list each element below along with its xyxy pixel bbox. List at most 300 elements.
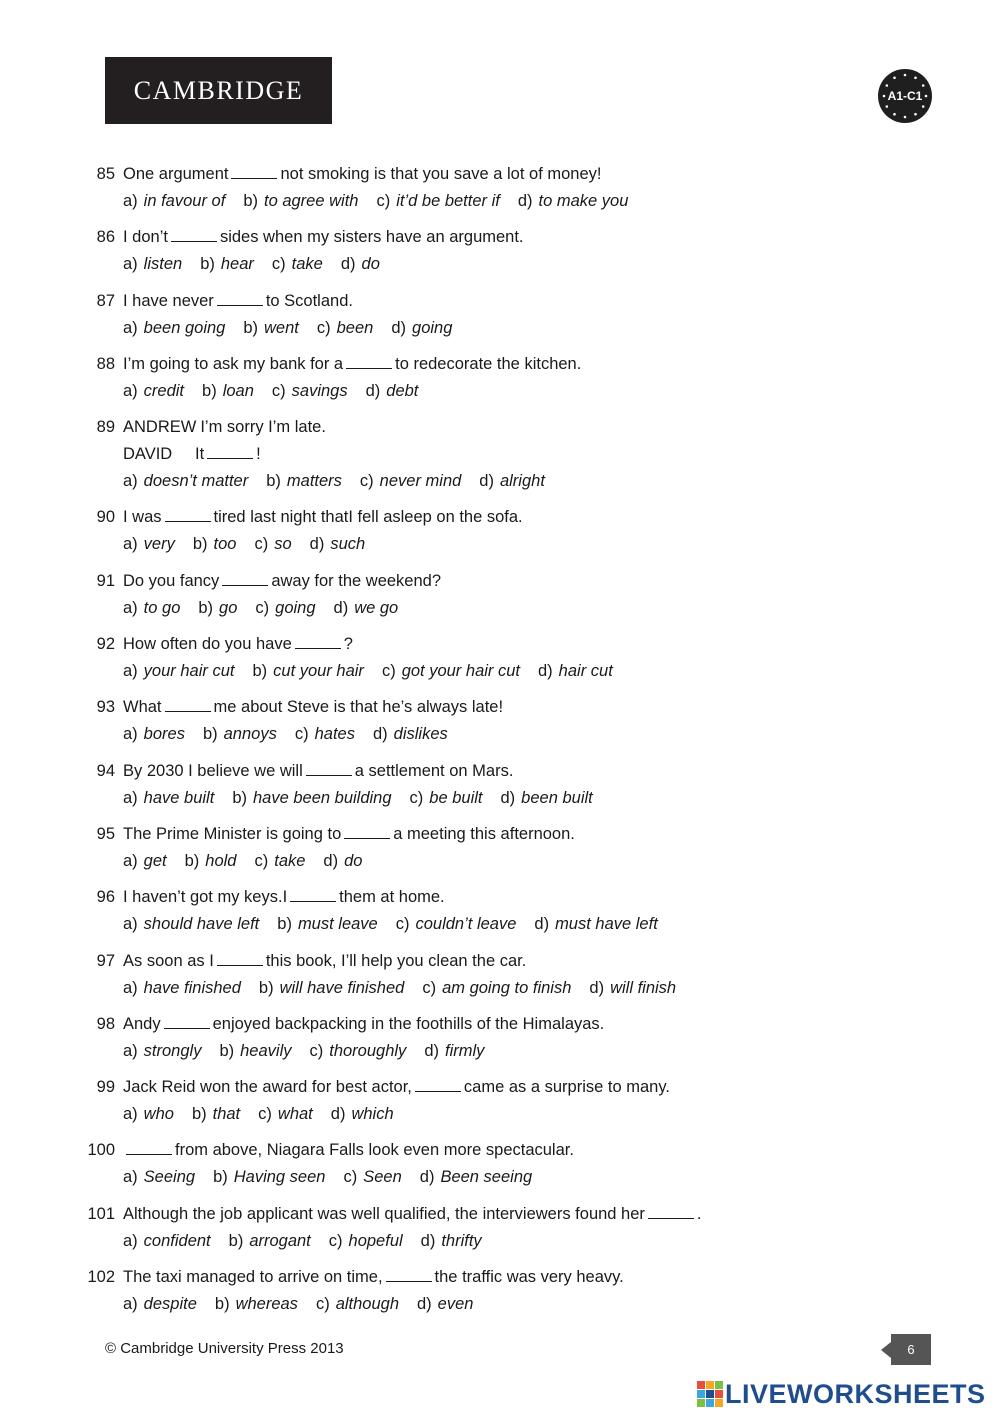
question-stem	[123, 1137, 574, 1164]
option-letter: b)	[258, 978, 274, 997]
option-text: must have left	[555, 915, 658, 934]
answer-blank[interactable]	[164, 1014, 210, 1029]
answer-option[interactable]	[277, 911, 377, 938]
answer-option[interactable]	[501, 785, 593, 812]
option-letter: d)	[333, 598, 349, 617]
answer-option[interactable]	[518, 188, 629, 215]
question-text: Jack Reid won the award for best actor,	[123, 1078, 412, 1097]
question-number: 97	[96, 951, 115, 970]
option-letter: b)	[243, 192, 258, 210]
question-text: enjoyed backpacking in the foothills of the Himalayas.	[212, 1014, 605, 1033]
question-text: Andy	[123, 1014, 161, 1033]
option-letter: d)	[534, 915, 550, 934]
answer-option[interactable]	[123, 721, 185, 748]
option-text: Having seen	[233, 1168, 326, 1187]
option-letter: b)	[266, 472, 281, 491]
question-text: sides when my sisters have an argument.	[219, 228, 524, 247]
option-letter: b)	[219, 1041, 235, 1060]
answer-option[interactable]	[123, 468, 248, 495]
option-letter: a)	[123, 851, 138, 870]
option-text: listen	[143, 255, 183, 274]
option-text: got your hair cut	[401, 662, 520, 681]
answer-option[interactable]	[329, 1228, 403, 1255]
answer-option[interactable]	[391, 315, 452, 342]
answer-blank[interactable]	[126, 1140, 172, 1155]
question-stem	[123, 758, 513, 785]
option-text: Seen	[363, 1168, 402, 1187]
question-item	[0, 948, 1000, 1011]
option-letter: b)	[198, 598, 214, 617]
question-text: came as a surprise to many.	[463, 1078, 670, 1097]
option-letter: b)	[202, 381, 217, 400]
answer-options	[123, 531, 383, 558]
question-stem	[123, 821, 575, 848]
answer-options	[123, 378, 436, 405]
answer-option[interactable]	[123, 785, 214, 812]
option-text: will finish	[610, 978, 677, 997]
answer-option[interactable]	[123, 188, 225, 215]
option-text: whereas	[235, 1295, 298, 1314]
option-letter: d)	[419, 1168, 435, 1187]
question-text: I don’t	[123, 228, 168, 247]
option-text: couldn’t leave	[415, 915, 517, 934]
answer-option[interactable]	[185, 848, 237, 875]
answer-option[interactable]	[213, 1164, 325, 1191]
option-text: such	[330, 535, 366, 554]
option-letter: d)	[309, 535, 325, 554]
option-letter: c)	[309, 1041, 324, 1060]
question-item	[0, 1201, 1000, 1264]
answer-option[interactable]	[272, 378, 348, 405]
answer-options	[123, 658, 631, 685]
question-text: I’m sorry I’m late.	[200, 418, 326, 437]
question-number: 90	[96, 508, 115, 527]
answer-options	[123, 1164, 550, 1191]
answer-blank[interactable]	[648, 1204, 694, 1219]
answer-options	[123, 721, 466, 748]
answer-option[interactable]	[421, 1228, 482, 1255]
answer-blank[interactable]	[290, 887, 336, 902]
option-letter: c)	[271, 381, 286, 400]
question-stem	[123, 568, 441, 595]
answer-option[interactable]	[366, 378, 419, 405]
answer-option[interactable]	[295, 721, 355, 748]
question-stem	[123, 1264, 624, 1291]
liveworksheets-text: LIVEWORKSHEETS	[725, 1378, 986, 1409]
answer-option[interactable]	[417, 1291, 473, 1318]
option-letter: c)	[376, 192, 391, 210]
question-stem	[123, 631, 353, 658]
answer-blank[interactable]	[344, 824, 390, 839]
option-text: although	[335, 1295, 399, 1314]
answer-option[interactable]	[396, 911, 517, 938]
answer-option[interactable]	[123, 378, 184, 405]
option-text: take	[291, 255, 323, 274]
option-text: loan	[222, 381, 254, 400]
option-letter: a)	[123, 381, 138, 400]
answer-option[interactable]	[123, 1228, 211, 1255]
option-letter: a)	[123, 255, 138, 274]
answer-options	[123, 785, 611, 812]
answer-option[interactable]	[373, 721, 448, 748]
question-text: a settlement on Mars.	[354, 761, 514, 780]
option-letter: d)	[391, 318, 407, 337]
answer-blank[interactable]	[222, 571, 268, 586]
answer-option[interactable]	[123, 1101, 174, 1128]
question-item	[0, 504, 1000, 567]
answer-option[interactable]	[219, 1038, 291, 1065]
answer-option[interactable]	[310, 1038, 407, 1065]
answer-option[interactable]	[589, 975, 676, 1002]
answer-option[interactable]	[229, 1228, 311, 1255]
option-letter: d)	[589, 978, 605, 997]
option-text: debt	[386, 381, 419, 400]
question-stem	[123, 351, 581, 378]
option-letter: b)	[214, 1295, 230, 1314]
question-item	[0, 758, 1000, 821]
option-letter: a)	[123, 472, 138, 491]
answer-options	[123, 1038, 502, 1065]
question-number: 93	[96, 698, 115, 717]
cambridge-logo	[105, 57, 332, 124]
answer-option[interactable]	[479, 468, 545, 495]
option-text: have built	[143, 788, 215, 807]
answer-option[interactable]	[360, 468, 461, 495]
answer-blank[interactable]	[171, 227, 217, 242]
option-text: go	[219, 598, 238, 617]
question-text: !	[256, 445, 261, 464]
option-text: have finished	[143, 978, 241, 997]
answer-option[interactable]	[254, 531, 291, 558]
option-letter: a)	[123, 1041, 138, 1060]
question-number: 102	[87, 1268, 115, 1287]
option-text: must leave	[297, 915, 378, 934]
answer-blank[interactable]	[231, 164, 277, 179]
question-text: this book, I’ll help you clean the car.	[265, 951, 527, 970]
answer-option[interactable]	[243, 315, 299, 342]
answer-blank[interactable]	[295, 634, 341, 649]
question-number: 101	[87, 1204, 115, 1223]
option-letter: b)	[277, 915, 292, 934]
question-text: The taxi managed to arrive on time,	[123, 1268, 383, 1287]
option-letter: b)	[243, 318, 259, 337]
answer-option[interactable]	[382, 658, 520, 685]
option-text: what	[277, 1105, 313, 1124]
question-item	[0, 631, 1000, 694]
question-stem	[123, 1201, 702, 1228]
question-text: tired last night thatI fell asleep on the sofa.	[213, 508, 523, 527]
answer-option[interactable]	[123, 911, 259, 938]
option-letter: a)	[123, 1168, 138, 1187]
question-text: Although the job applicant was well qualified, the interviewers found her	[123, 1204, 645, 1223]
question-text: One argument	[123, 165, 229, 183]
option-letter: c)	[316, 318, 331, 337]
option-letter: b)	[192, 535, 208, 554]
option-text: matters	[286, 472, 342, 491]
answer-blank[interactable]	[217, 291, 263, 306]
answer-option[interactable]	[123, 848, 167, 875]
question-item	[0, 1011, 1000, 1074]
option-text: annoys	[223, 725, 277, 744]
option-text: will have finished	[279, 978, 405, 997]
answer-option[interactable]	[123, 975, 241, 1002]
option-text: your hair cut	[143, 662, 235, 681]
answer-options	[123, 848, 380, 875]
option-text: hates	[314, 725, 355, 744]
question-text: I haven’t got my keys.I	[123, 888, 288, 907]
option-letter: a)	[123, 978, 138, 997]
option-letter: d)	[365, 381, 381, 400]
question-text: me about Steve is that he’s always late!	[213, 698, 504, 717]
answer-option[interactable]	[123, 251, 182, 278]
question-text: ?	[343, 635, 353, 654]
answer-option[interactable]	[123, 1164, 195, 1191]
answer-option[interactable]	[343, 1164, 401, 1191]
option-text: Been seeing	[440, 1168, 533, 1187]
option-text: to make you	[538, 192, 629, 210]
option-letter: c)	[254, 535, 269, 554]
option-text: savings	[291, 381, 348, 400]
option-text: we go	[354, 598, 399, 617]
answer-option[interactable]	[255, 595, 315, 622]
answer-blank[interactable]	[306, 761, 352, 776]
question-stem	[123, 288, 353, 315]
answer-option[interactable]	[198, 595, 237, 622]
question-text: Do you fancy	[123, 571, 220, 590]
option-letter: d)	[479, 472, 494, 491]
answer-blank[interactable]	[346, 354, 392, 369]
answer-option[interactable]	[232, 785, 391, 812]
question-item	[0, 1264, 1000, 1327]
answer-option[interactable]	[243, 188, 358, 215]
question-stem	[123, 948, 526, 975]
question-list	[0, 161, 1000, 1327]
option-text: doesn’t matter	[143, 472, 249, 491]
option-letter: b)	[202, 725, 218, 744]
question-number: 98	[96, 1014, 115, 1033]
option-text: it’d be better if	[396, 192, 500, 210]
option-text: do	[361, 255, 380, 274]
option-text: hair cut	[558, 662, 613, 681]
question-stem	[123, 224, 524, 251]
question-item	[0, 821, 1000, 884]
question-stem	[123, 884, 445, 911]
question-item	[0, 1074, 1000, 1137]
option-letter: c)	[258, 1105, 272, 1124]
answer-option[interactable]	[410, 785, 483, 812]
option-text: been going	[143, 318, 226, 337]
question-text: I’m going to ask my bank for a	[123, 354, 344, 373]
option-text: firmly	[444, 1041, 485, 1060]
option-text: credit	[143, 381, 185, 400]
page-number: 6	[907, 1342, 915, 1357]
option-text: going	[275, 598, 316, 617]
question-item	[0, 161, 1000, 224]
page-number-badge	[891, 1334, 931, 1365]
answer-blank[interactable]	[386, 1267, 432, 1282]
option-text: should have left	[143, 915, 260, 934]
option-text: am going to finish	[442, 978, 572, 997]
answer-options	[123, 911, 676, 938]
question-stem	[123, 694, 503, 721]
option-text: even	[437, 1295, 474, 1314]
option-letter: d)	[330, 1105, 346, 1124]
answer-option[interactable]	[534, 911, 657, 938]
option-text: be built	[429, 788, 483, 807]
answer-blank[interactable]	[415, 1077, 461, 1092]
option-text: thrifty	[441, 1231, 482, 1250]
answer-option[interactable]	[123, 595, 180, 622]
option-text: bores	[143, 725, 185, 744]
answer-options	[123, 251, 398, 278]
answer-option[interactable]	[215, 1291, 298, 1318]
option-text: which	[351, 1105, 394, 1124]
liveworksheets-watermark	[697, 1378, 986, 1410]
option-letter: a)	[123, 662, 138, 681]
question-item	[0, 1137, 1000, 1200]
option-letter: d)	[424, 1041, 439, 1060]
brand-name: CAMBRIDGE	[133, 75, 304, 105]
option-letter: c)	[343, 1168, 358, 1187]
option-letter: a)	[123, 1231, 138, 1250]
option-text: so	[274, 535, 292, 554]
question-item	[0, 351, 1000, 414]
option-letter: d)	[538, 662, 553, 681]
option-text: hold	[205, 851, 237, 870]
answer-blank[interactable]	[165, 697, 211, 712]
answer-option[interactable]	[266, 468, 342, 495]
answer-option[interactable]	[123, 1038, 201, 1065]
copyright-notice: © Cambridge University Press 2013	[105, 1340, 344, 1357]
option-letter: b)	[213, 1168, 228, 1187]
question-number: 96	[96, 888, 115, 907]
option-text: been	[336, 318, 374, 337]
question-item	[0, 224, 1000, 287]
answer-option[interactable]	[420, 1164, 532, 1191]
answer-option[interactable]	[341, 251, 380, 278]
answer-option[interactable]	[123, 658, 234, 685]
option-letter: b)	[184, 851, 200, 870]
question-number: 85	[96, 165, 115, 183]
option-text: Seeing	[143, 1168, 196, 1187]
question-text: .	[696, 1204, 702, 1223]
answer-option[interactable]	[376, 188, 499, 215]
option-text: cut your hair	[273, 662, 364, 681]
option-text: very	[143, 535, 175, 554]
question-text: not smoking is that you save a lot of money!	[280, 165, 602, 183]
option-letter: c)	[254, 851, 269, 870]
answer-option[interactable]	[193, 531, 237, 558]
question-number: 88	[96, 354, 115, 373]
question-number: 89	[96, 418, 115, 437]
answer-option[interactable]	[538, 658, 613, 685]
question-text: the traffic was very heavy.	[434, 1268, 624, 1287]
answer-option[interactable]	[252, 658, 363, 685]
question-text: I have never	[123, 291, 214, 310]
option-text: thoroughly	[329, 1041, 407, 1060]
option-letter: c)	[315, 1295, 330, 1314]
answer-option[interactable]	[123, 531, 175, 558]
answer-option[interactable]	[202, 378, 254, 405]
answer-option[interactable]	[123, 315, 225, 342]
question-item	[0, 884, 1000, 947]
answer-option[interactable]	[424, 1038, 484, 1065]
option-letter: a)	[123, 725, 138, 744]
question-text: As soon as I	[123, 951, 214, 970]
answer-option[interactable]	[317, 315, 373, 342]
answer-option[interactable]	[422, 975, 571, 1002]
option-letter: d)	[417, 1295, 432, 1314]
question-stem	[123, 1074, 670, 1101]
option-letter: c)	[395, 915, 410, 934]
option-text: to go	[143, 598, 181, 617]
answer-blank[interactable]	[207, 444, 253, 459]
question-text: a meeting this afternoon.	[393, 824, 575, 843]
option-letter: c)	[271, 255, 286, 274]
option-letter: a)	[123, 915, 138, 934]
option-letter: b)	[200, 255, 215, 274]
option-text: going	[412, 318, 453, 337]
option-letter: c)	[328, 1231, 343, 1250]
answer-option[interactable]	[316, 1291, 399, 1318]
option-letter: d)	[420, 1231, 436, 1250]
option-letter: a)	[123, 192, 138, 210]
option-letter: a)	[123, 318, 138, 337]
question-text: How often do you have	[123, 635, 292, 654]
answer-options	[123, 1228, 500, 1255]
answer-option[interactable]	[259, 975, 404, 1002]
option-letter: b)	[252, 662, 268, 681]
option-text: take	[274, 851, 306, 870]
answer-option[interactable]	[323, 848, 362, 875]
option-text: confident	[143, 1231, 211, 1250]
answer-option[interactable]	[203, 721, 277, 748]
answer-option[interactable]	[258, 1101, 313, 1128]
question-text: to redecorate the kitchen.	[395, 354, 582, 373]
option-text: who	[143, 1105, 174, 1124]
question-number: 87	[96, 291, 115, 310]
option-letter: d)	[323, 851, 339, 870]
option-text: been built	[521, 788, 593, 807]
option-letter: b)	[228, 1231, 244, 1250]
answer-option[interactable]	[331, 1101, 394, 1128]
answer-blank[interactable]	[165, 507, 211, 522]
option-letter: b)	[191, 1105, 207, 1124]
dialogue-line	[123, 414, 326, 441]
answer-option[interactable]	[123, 1291, 197, 1318]
question-number: 94	[96, 761, 115, 780]
question-item	[0, 288, 1000, 351]
speaker-name: DAVID	[123, 445, 173, 464]
question-number: 99	[96, 1078, 115, 1097]
answer-option[interactable]	[192, 1101, 240, 1128]
answer-option[interactable]	[200, 251, 254, 278]
option-text: get	[143, 851, 167, 870]
answer-option[interactable]	[310, 531, 366, 558]
answer-blank[interactable]	[217, 951, 263, 966]
answer-options	[123, 315, 470, 342]
answer-option[interactable]	[254, 848, 305, 875]
answer-option[interactable]	[272, 251, 323, 278]
question-text: The Prime Minister is going to	[123, 824, 342, 843]
option-text: do	[344, 851, 363, 870]
option-text: arrogant	[249, 1231, 311, 1250]
option-text: despite	[143, 1295, 197, 1314]
question-stem	[123, 1011, 604, 1038]
question-number: 92	[96, 635, 115, 654]
answer-option[interactable]	[334, 595, 399, 622]
option-letter: b)	[232, 788, 247, 807]
